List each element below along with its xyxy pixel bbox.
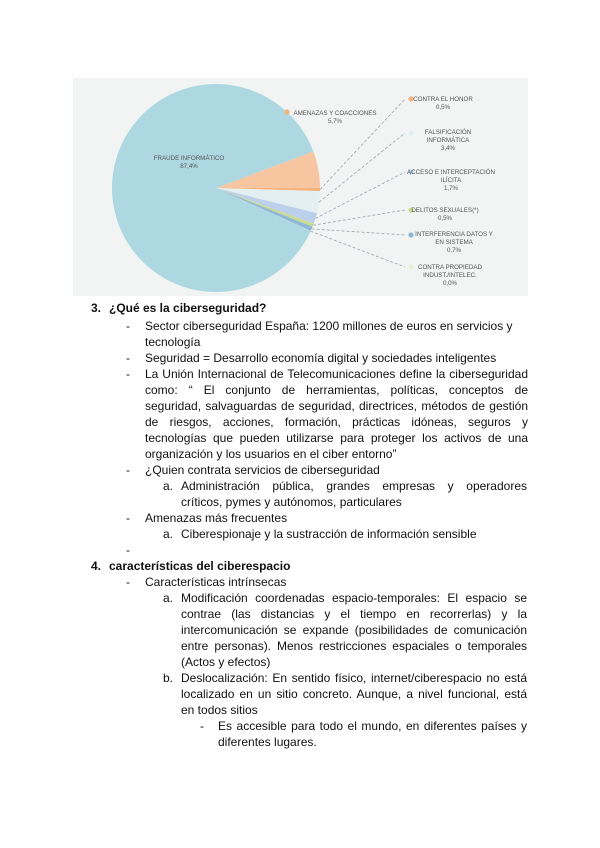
label-acceso-line: ACCESO E INTERCEPTACIÓN — [407, 169, 495, 176]
list-item-line: (Actos y efectos) — [181, 655, 271, 669]
label-contra-el-honor-line: 0,5% — [435, 104, 451, 111]
list-item-line: entre personas). Menos restricciones espaciales o temporales — [181, 639, 527, 653]
list-item-line: Amenazas más frecuentes — [145, 511, 288, 525]
label-contra-propiedad-line: CONTRA PROPIEDAD — [418, 264, 482, 271]
label-interferencia-line: EN SISTEMA — [435, 239, 473, 246]
list-letter: b. — [163, 671, 174, 685]
list-dash: - — [126, 543, 130, 557]
section4-number: 4. — [91, 559, 102, 573]
list-item — [145, 574, 528, 590]
list-item-line: Administración pública, grandes empresas y operadores — [181, 479, 527, 493]
label-delitos-sexuales-line: 0,5% — [437, 215, 453, 222]
list-dash: - — [126, 463, 130, 477]
leader-line — [311, 231, 405, 267]
pie-chart-svg — [73, 78, 528, 296]
list-item-line: ¿Quien contrata servicios de ciberseguridad — [145, 463, 380, 477]
legend-bullet — [408, 232, 413, 237]
list-item-line: de riesgos, acciones, formación, prácticas idóneas, seguros y — [145, 415, 528, 429]
label-falsificacion-line: FALSIFICACIÓN — [424, 129, 472, 136]
list-letter: a. — [163, 527, 174, 541]
list-item — [145, 366, 528, 462]
list-item-line: La Unión Internacional de Telecomunicaciones define la ciberseguridad — [145, 367, 528, 381]
list-item — [145, 318, 528, 350]
list-item-line: Características intrínsecas — [145, 575, 287, 589]
label-falsificacion-line: 3,4% — [440, 145, 456, 152]
list-item-line: críticos, pymes y autónomos, particulares — [181, 495, 402, 509]
leader-line — [315, 172, 405, 218]
label-delitos-sexuales — [411, 207, 478, 222]
label-acceso-line: ILÍCITA — [440, 177, 462, 184]
label-delitos-sexuales-line: DELITOS SEXUALES(*) — [411, 207, 479, 214]
list-letter: a. — [163, 479, 174, 493]
list-item-line: tecnologías que pueden utilizarse para proteger los activos de una — [145, 431, 528, 445]
list-item-line: como: “ El conjunto de herramientas, políticas, conceptos de — [145, 383, 528, 397]
list-item-line: Es accesible para todo el mundo, en diferentes países y — [218, 719, 527, 733]
list-item-line: en todos sitios — [181, 703, 258, 717]
list-item-line: organización y los usuarios en el ciber entorno” — [145, 447, 397, 461]
list-item-line: Modificación coordenadas espacio-temporales: El espacio se — [181, 591, 527, 605]
list-item-line: contrae (las distancias y el tiempo en recorrerlas) y la — [181, 607, 527, 621]
label-fraude-informatico-line: FRAUDE INFORMÁTICO — [153, 155, 225, 162]
list-item — [145, 510, 528, 526]
label-interferencia-line: INTERFERENCIA DATOS Y — [415, 231, 493, 238]
section3-number: 3. — [91, 301, 102, 315]
label-interferencia — [415, 231, 493, 254]
list-item-line: Sector ciberseguridad España: 1200 millones de euros en servicios y — [145, 319, 513, 333]
leader-line — [313, 210, 405, 225]
label-fraude-informatico-line: 87,4% — [180, 163, 198, 170]
label-amenazas — [294, 110, 377, 125]
list-item — [145, 350, 528, 366]
leader-line — [319, 133, 405, 202]
label-acceso — [407, 169, 495, 192]
label-contra-propiedad — [418, 264, 482, 287]
list-dash: - — [200, 719, 204, 733]
legend-bullet — [408, 264, 413, 269]
list-item — [145, 462, 528, 478]
legend-bullet — [408, 130, 413, 135]
list-dash: - — [126, 575, 130, 589]
label-amenazas-line: 5,7% — [327, 118, 343, 125]
list-item-line: intercomunicación se expande (posibilidades de comunicación — [181, 623, 527, 637]
list-dash: - — [126, 367, 130, 381]
list-item — [181, 526, 527, 542]
label-contra-el-honor — [413, 96, 473, 111]
label-falsificacion — [425, 129, 471, 152]
list-item — [218, 718, 527, 750]
label-acceso-line: 1,7% — [443, 185, 459, 192]
list-item-line: Ciberespionaje y la sustracción de información sensible — [181, 527, 477, 541]
list-dash: - — [126, 319, 130, 333]
list-dash: - — [126, 511, 130, 525]
list-item-line: Deslocalización: En sentido físico, internet/ciberespacio no está — [181, 671, 527, 685]
label-contra-el-honor-line: CONTRA EL HONOR — [413, 96, 473, 103]
list-letter: a. — [163, 591, 174, 605]
label-contra-propiedad-line: 0,0% — [442, 280, 458, 287]
list-item-line: localizado en un sitio concreto. Aunque, a nivel funcional, está — [181, 687, 527, 701]
section4-title: características del ciberespacio — [109, 559, 291, 573]
label-falsificacion-line: INFORMÁTICA — [426, 137, 470, 144]
list-dash: - — [126, 351, 130, 365]
list-item-line: Seguridad = Desarrollo economía digital y sociedades inteligentes — [145, 351, 497, 365]
list-item-line: diferentes lugares. — [218, 735, 317, 749]
list-item — [181, 670, 527, 718]
section3-title: ¿Qué es la ciberseguridad? — [109, 301, 267, 315]
legend-bullet — [284, 109, 289, 114]
crime-distribution-pie-chart — [73, 78, 528, 296]
list-item — [181, 478, 527, 510]
label-interferencia-line: 0,7% — [446, 247, 462, 254]
label-amenazas-line: AMENAZAS Y COACCIONES — [293, 110, 377, 117]
leader-line — [312, 229, 405, 235]
label-contra-propiedad-line: INDUST./INTELEC. — [423, 272, 477, 279]
list-item-line: seguridad, salvaguardas de seguridad, directrices, métodos de gestión — [145, 399, 528, 413]
list-item-line: tecnología — [145, 335, 201, 349]
list-item — [181, 590, 527, 670]
